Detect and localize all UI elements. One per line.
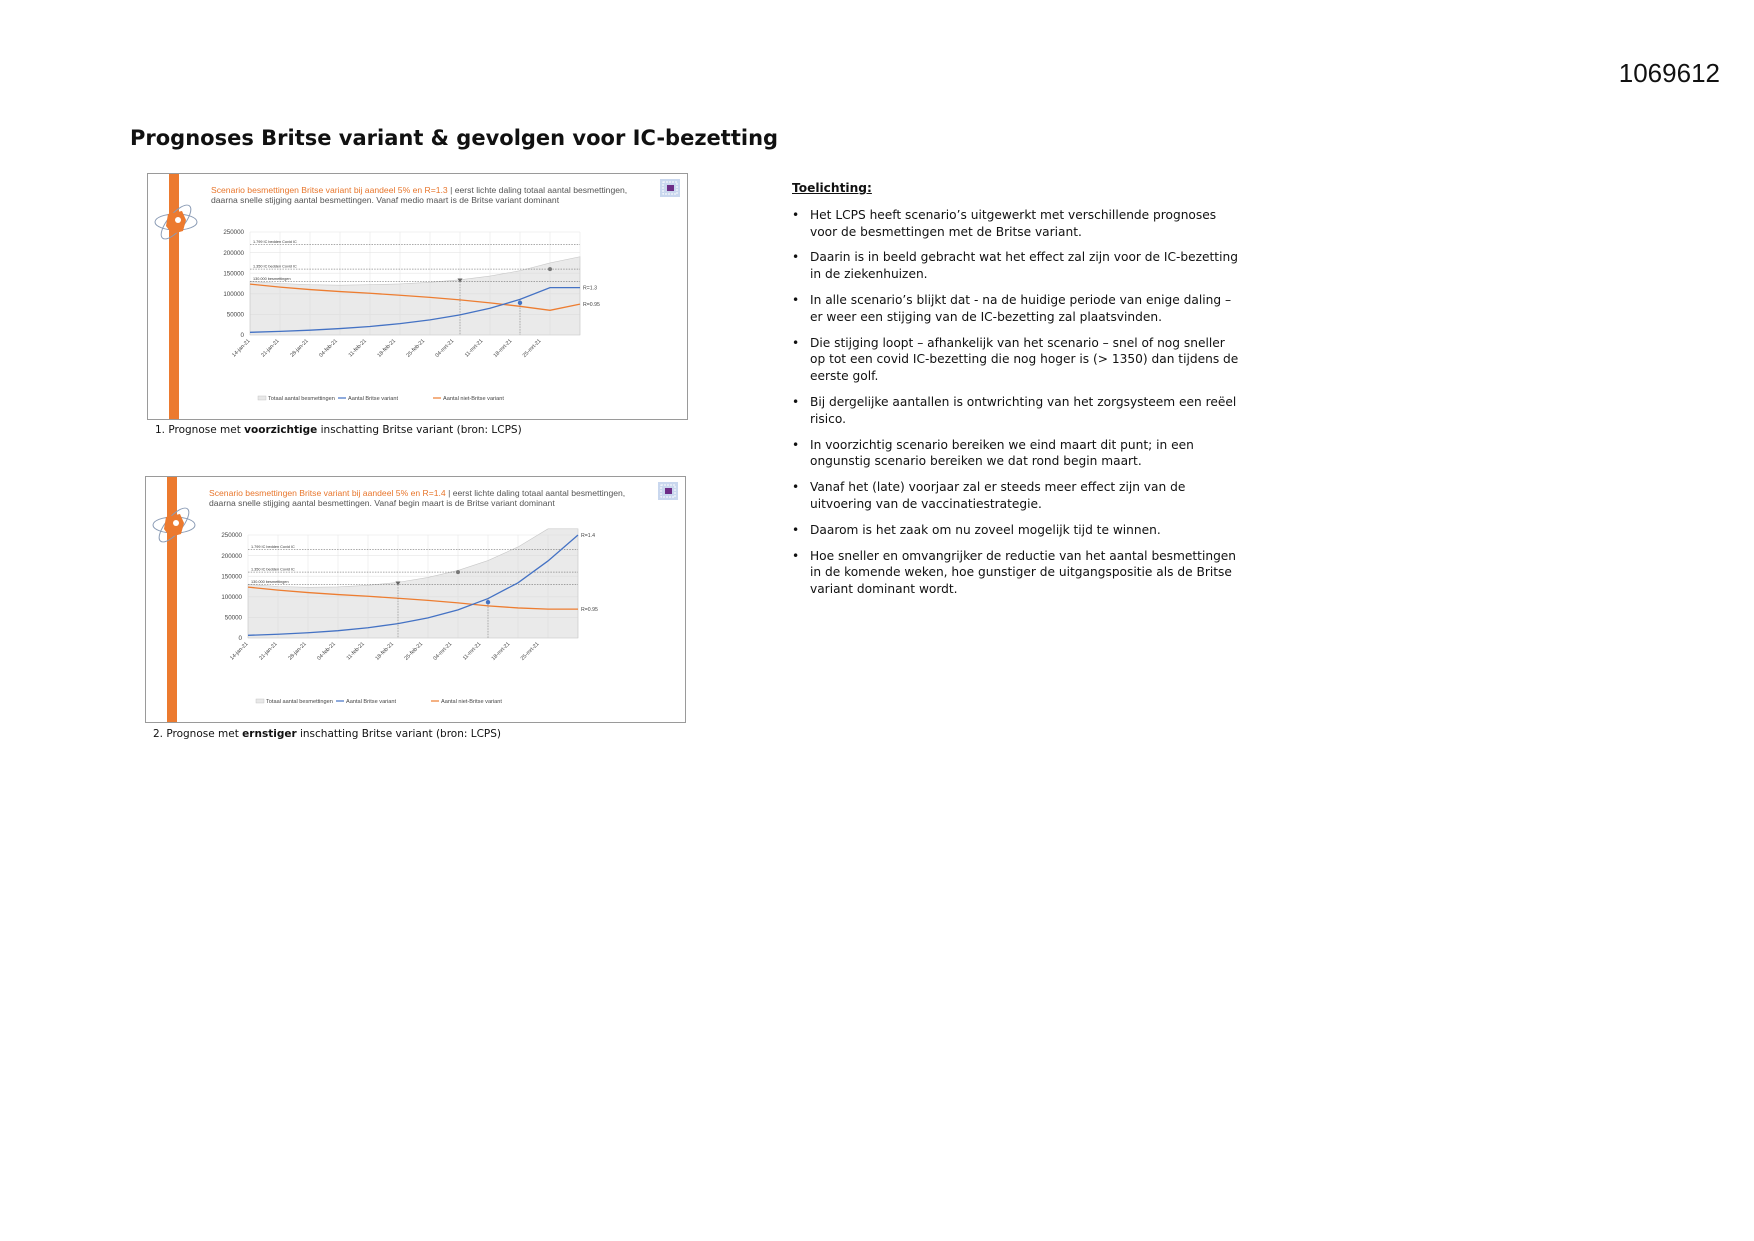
bullet-icon: • [792,335,800,350]
chart-2-plot [186,523,656,713]
reference-line-label: 130.000 besmettingen [251,579,289,584]
x-tick-label: 21-jan-21 [260,338,281,359]
x-tick-label: 18-feb-21 [374,641,396,662]
x-tick-label: 04-mrt-21 [432,641,454,662]
y-tick-label: 100000 [223,291,244,298]
bullet-icon: • [792,548,800,563]
x-tick-label: 18-mrt-21 [490,641,512,662]
x-tick-label: 25-mrt-21 [519,641,541,662]
bullet-icon: • [792,207,800,222]
legend-label: Aantal niet-Britse variant [441,699,502,705]
bullet-icon: • [792,292,800,307]
caption-prefix: 1. Prognose met [155,424,245,436]
y-tick-label: 50000 [224,614,242,622]
chart-2 [186,523,656,713]
chart-heading-highlight: Scenario besmettingen Britse variant bij aandeel 5% en R=1.3 [211,185,448,195]
y-tick-label: 250000 [223,229,244,237]
x-tick-label: 14-jan-21 [231,338,252,359]
series-label-british: R=1.4 [581,533,595,539]
figure-caption-2 [153,728,501,740]
x-tick-label: 25-feb-21 [403,641,425,662]
grid-logo-icon [659,178,681,198]
note-item [792,479,1242,513]
document-number: 1069612 [1618,58,1720,88]
y-tick-label: 250000 [221,532,242,540]
bullet-icon: • [792,394,800,409]
reference-line-label: 1.350 IC bedden Covid IC [251,567,295,572]
reference-line-label: 1.350 IC bedden Covid IC [253,264,297,269]
legend-label: Totaal aantal besmettingen [268,396,335,402]
y-tick-label: 100000 [221,594,242,601]
chart-heading-highlight: Scenario besmettingen Britse variant bij aandeel 5% en R=1.4 [209,488,446,498]
note-text: Hoe sneller en omvangrijker de reductie van het aantal besmettingen in de komende weken, hoe gunstiger de uitgangspositie als de Britse variant dominant wordt. [810,548,1237,597]
x-tick-label: 25-mrt-21 [521,338,543,359]
chart-heading-text: | eerst lichte daling totaal aantal besmettingen, daarna snelle stijging aantal besmettingen. Vanaf medio maart is de Britse variant dominant [211,185,628,206]
x-tick-label: 11-feb-21 [347,338,368,359]
chart-slide-2 [145,476,686,723]
caption-bold: voorzichtige [244,424,318,436]
y-tick-label: 150000 [223,270,244,278]
chart-1-plot [188,220,658,410]
reference-line-label: 130.000 besmettingen [253,276,291,281]
caption-suffix: inschatting Britse variant (bron: LCPS) [296,728,502,740]
intersection-point [518,301,522,305]
chart-heading [211,185,651,206]
series-label-non-british: R=0.95 [583,302,600,309]
figure-caption-1 [155,424,522,436]
x-tick-label: 11-mrt-21 [461,641,483,662]
caption-suffix: inschatting Britse variant (bron: LCPS) [317,424,522,436]
page-title: Prognoses Britse variant & gevolgen voor IC-bezetting [130,126,779,150]
x-tick-label: 11-mrt-21 [463,338,485,359]
note-item [792,249,1242,283]
note-text: Daarin is in beeld gebracht wat het effect zal zijn voor de IC-bezetting in de ziekenhuizen. [810,250,1238,282]
note-text: Vanaf het (late) voorjaar zal er steeds meer effect zijn van de uitvoering van de vaccinatiestrategie. [810,480,1186,511]
chart-heading-text: | eerst lichte daling totaal aantal besmettingen, daarna snelle stijging aantal besmettingen. Vanaf begin maart is de Britse variant dominant [209,488,626,509]
caption-prefix: 2. Prognose met [153,728,243,740]
note-text: Die stijging loopt – afhankelijk van het scenario – snel of nog sneller op tot een covid IC-bezetting die nog hoger is (> 1350) dan tijdens de eerste golf. [810,335,1239,384]
legend-label: Aantal niet-Britse variant [443,396,504,402]
chart-heading [209,488,649,509]
y-tick-label: 0 [240,332,244,340]
x-tick-label: 28-jan-21 [289,338,310,359]
ic-threshold-point [548,267,552,271]
ic-threshold-point [456,570,460,574]
notes-panel [792,180,1242,607]
y-tick-label: 0 [238,635,242,643]
chart-slide-1 [147,173,688,420]
note-item [792,335,1242,385]
bullet-icon: • [792,522,800,537]
notes-heading: Toelichting: [792,181,872,195]
legend-label: Aantal Britse variant [348,396,399,402]
legend-swatch-total [256,699,264,703]
y-tick-label: 200000 [223,249,244,257]
y-tick-label: 200000 [221,552,242,560]
bullet-icon: • [792,250,800,265]
x-tick-label: 18-feb-21 [376,338,398,359]
x-tick-label: 14-jan-21 [229,641,250,662]
y-tick-label: 50000 [226,311,244,319]
bullet-icon: • [792,437,800,452]
note-text: In alle scenario’s blijkt dat - na de huidige periode van enige daling – er weer een stijging van de IC-bezetting zal plaatsvinden. [810,292,1232,324]
note-item [792,548,1242,598]
notes-list [792,207,1242,598]
x-tick-label: 21-jan-21 [258,641,279,662]
caption-bold: ernstiger [242,728,297,740]
x-tick-label: 04-feb-21 [318,338,339,359]
y-tick-label: 150000 [221,573,242,581]
note-item [792,394,1242,428]
note-item [792,522,1242,539]
reference-line-label: 1.799 IC bedden Covid IC [253,239,297,244]
note-item [792,207,1242,241]
note-text: Daarom is het zaak om nu zoveel mogelijk tijd te winnen. [810,522,1161,537]
note-item [792,292,1242,326]
note-item [792,437,1242,471]
x-tick-label: 04-mrt-21 [434,338,456,359]
series-label-british: R=1.3 [583,285,597,292]
legend-label: Aantal Britse variant [346,699,397,705]
x-tick-label: 04-feb-21 [316,641,337,662]
note-text: Bij dergelijke aantallen is ontwrichting van het zorgsysteem een reëel risico. [810,394,1237,426]
note-text: Het LCPS heeft scenario’s uitgewerkt met verschillende prognoses voor de besmettingen met de Britse variant. [810,207,1217,239]
legend-swatch-total [258,396,266,400]
x-tick-label: 25-feb-21 [405,338,427,359]
intersection-point [486,600,490,604]
x-tick-label: 11-feb-21 [345,641,366,662]
grid-logo-icon [657,481,679,501]
bullet-icon: • [792,480,800,495]
legend-label: Totaal aantal besmettingen [266,699,333,705]
note-text: In voorzichtig scenario bereiken we eind maart dit punt; in een ongunstig scenario bereiken we dat rond begin maart. [810,437,1194,469]
chart-1 [188,220,658,410]
series-label-non-british: R=0.95 [581,607,598,614]
x-tick-label: 28-jan-21 [287,641,308,662]
x-tick-label: 18-mrt-21 [492,338,514,359]
reference-line-label: 1.799 IC bedden Covid IC [251,544,295,549]
